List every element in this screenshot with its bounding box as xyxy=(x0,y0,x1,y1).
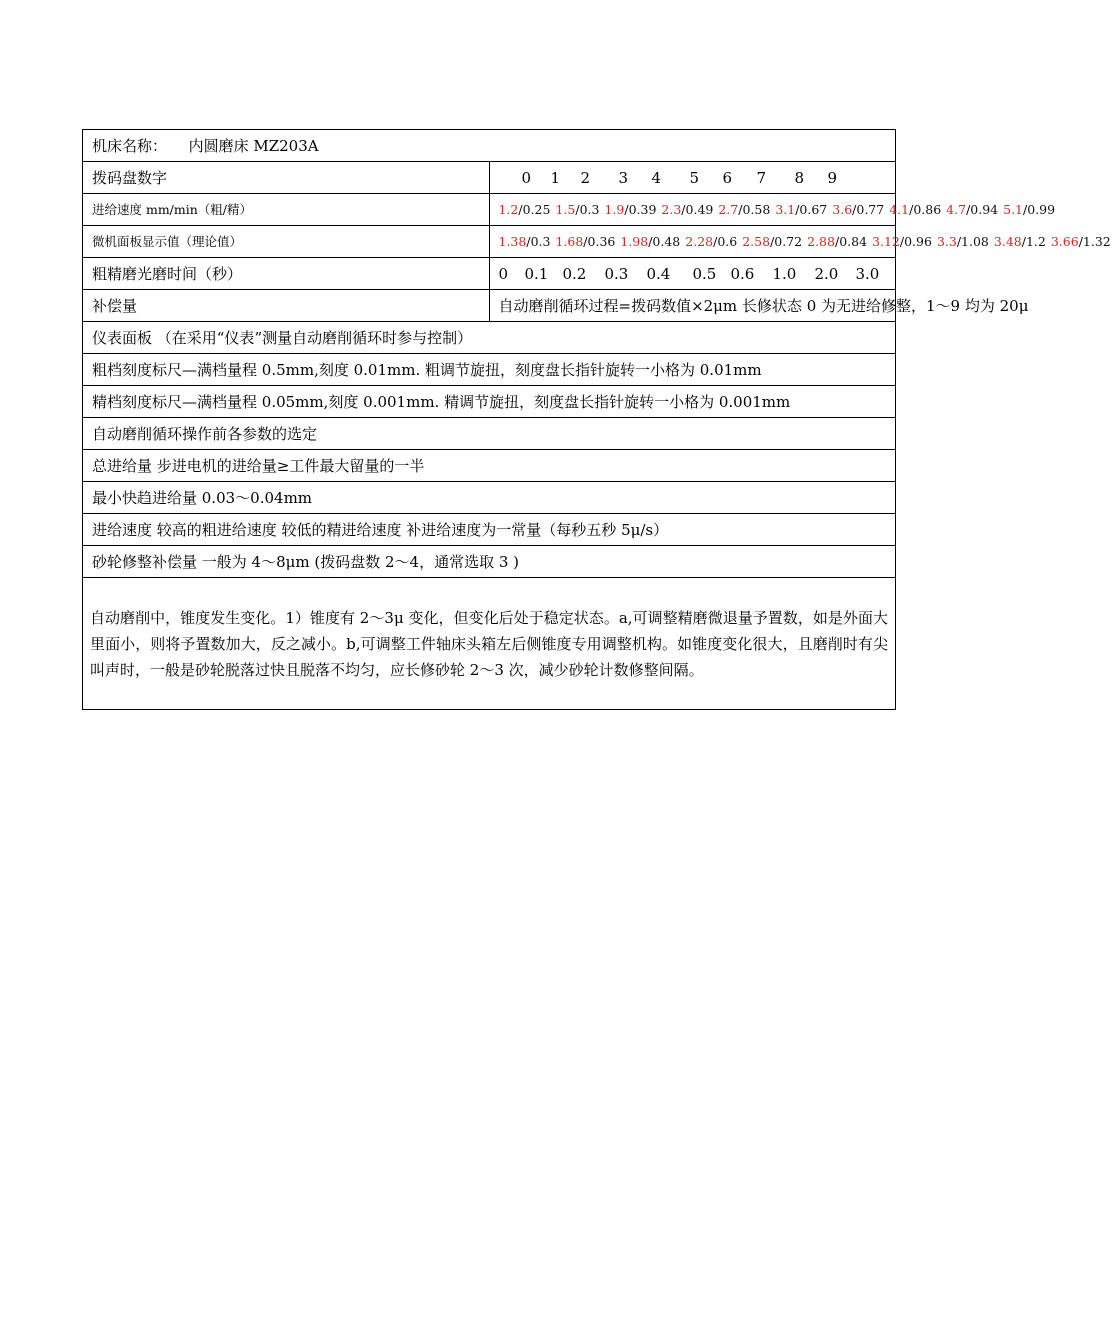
coarse-scale-text: 粗档刻度标尺—满档量程 0.5mm,刻度 0.01mm. 粗调节旋扭，刻度盘长指针旋转一小格为 0.01mm xyxy=(83,354,896,386)
panel-display-separator: / xyxy=(526,233,531,249)
panel-display-values xyxy=(489,226,1111,258)
feed-speed-separator: / xyxy=(518,201,523,217)
polish-time-label: 粗精磨光磨时间（秒） xyxy=(83,258,490,290)
dial-digit: 8 xyxy=(794,168,805,187)
panel-display-separator: / xyxy=(713,233,718,249)
feed-speed-rough-value: 1.9 xyxy=(604,201,625,217)
panel-display-pair xyxy=(1051,234,1111,249)
panel-display-separator: / xyxy=(648,233,653,249)
dial-digit: 0 xyxy=(521,168,532,187)
feed-speed-separator: / xyxy=(575,201,580,217)
feed-speed-separator: / xyxy=(738,201,743,217)
dial-label: 拨码盘数字 xyxy=(83,162,490,194)
panel-display-rough-value: 3.48 xyxy=(993,233,1022,249)
feed-speed-pair xyxy=(889,202,941,217)
feed-speed-rough-value: 3.6 xyxy=(832,201,853,217)
dial-row xyxy=(83,162,896,194)
panel-display-rough-value: 3.12 xyxy=(872,233,900,249)
panel-display-fine-value: 0.3 xyxy=(530,233,551,249)
feed-speed-rough-value: 5.1 xyxy=(1003,201,1024,217)
info-row xyxy=(83,514,896,546)
panel-display-pair xyxy=(685,234,737,249)
min-rapid-feed-text: 最小快趋进给量 0.03～0.04mm xyxy=(83,482,896,514)
panel-display-pair xyxy=(499,234,551,249)
feed-speed-fine-value: 0.99 xyxy=(1027,201,1056,217)
polish-time-value: 0 xyxy=(498,264,509,283)
panel-display-separator: / xyxy=(1021,233,1026,249)
panel-display-rough-value: 2.88 xyxy=(807,233,835,249)
panel-display-separator: / xyxy=(583,233,588,249)
panel-display-separator: / xyxy=(956,233,962,249)
fine-scale-text: 精档刻度标尺—满档量程 0.05mm,刻度 0.001mm. 精调节旋扭，刻度盘长指针旋转一小格为 0.001mm xyxy=(83,386,896,418)
taper-note: 自动磨削中，锥度发生变化。1）锥度有 2～3μ 变化，但变化后处于稳定状态。a,可调整精磨微退量予置数，如是外面大里面小，则将予置数加大，反之减小。b,可调整工件轴床头箱左后侧锥度专用调整机构。如锥度变化很大，且磨削时有尖叫声时，一般是砂轮脱落过快且脱落不均匀，应长修砂轮 2～3 次，减少砂轮计数修整间隔。 xyxy=(83,578,896,710)
panel-display-separator: / xyxy=(1078,233,1083,249)
feed-speed-label: 进给速度 mm/min（粗/精） xyxy=(83,194,490,226)
machine-name-cell xyxy=(83,130,896,162)
feed-speed-fine-value: 0.58 xyxy=(742,201,771,217)
panel-display-rough-value: 1.68 xyxy=(555,233,584,249)
feed-speed-fine-value: 0.49 xyxy=(685,201,714,217)
compensation-label: 补偿量 xyxy=(83,290,490,322)
dial-digit: 2 xyxy=(580,168,591,187)
info-row xyxy=(83,354,896,386)
feed-speed-values xyxy=(489,194,1056,226)
panel-display-separator: / xyxy=(834,233,840,249)
info-row xyxy=(83,322,896,354)
panel-display-pair xyxy=(937,234,989,249)
panel-display-label: 微机面板显示值（理论值） xyxy=(83,226,490,258)
polish-time-values xyxy=(489,258,896,290)
polish-time-value: 1.0 xyxy=(772,264,797,283)
parameter-table xyxy=(82,129,1111,710)
panel-display-fine-value: 1.08 xyxy=(961,233,989,249)
feed-speed-separator: / xyxy=(795,201,800,217)
panel-display-pair xyxy=(807,234,867,249)
feed-speed-fine-value: 0.86 xyxy=(913,201,942,217)
feed-speed-separator: / xyxy=(681,201,686,217)
polish-time-row xyxy=(83,258,896,290)
info-row xyxy=(83,482,896,514)
machine-parameter-sheet xyxy=(82,129,1111,710)
note-row xyxy=(83,578,896,710)
panel-display-pair xyxy=(994,234,1046,249)
panel-display-fine-value: 1.2 xyxy=(1025,233,1046,249)
dial-digits xyxy=(499,168,887,188)
dial-digit: 9 xyxy=(827,168,838,187)
feed-speed-rough-value: 4.7 xyxy=(946,201,967,217)
polish-time-list xyxy=(499,264,887,284)
panel-display-fine-value: 0.6 xyxy=(717,233,738,249)
feed-speed-separator: / xyxy=(852,201,857,217)
feed-speed-pair xyxy=(832,202,884,217)
panel-display-rough-value: 3.66 xyxy=(1050,233,1079,249)
feed-speed-fine-value: 0.39 xyxy=(628,201,657,217)
compensation-row xyxy=(83,290,896,322)
panel-display-fine-value: 0.48 xyxy=(652,233,681,249)
instrument-panel-text: 仪表面板 （在采用“仪表”测量自动磨削循环时参与控制） xyxy=(83,322,896,354)
machine-name-value: 内圆磨床 MZ203A xyxy=(188,136,319,155)
panel-display-pair xyxy=(872,234,932,249)
panel-display-pair xyxy=(555,234,615,249)
feed-speed-text: 进给速度 较高的粗进给速度 较低的精进给速度 补进给速度为一常量（每秒五秒 5μ/s） xyxy=(83,514,896,546)
panel-display-rough-value: 2.58 xyxy=(742,233,771,249)
feed-speed-row xyxy=(83,194,896,226)
feed-speed-rough-value: 2.7 xyxy=(718,201,739,217)
feed-speed-pair xyxy=(499,202,551,217)
panel-display-fine-value: 0.84 xyxy=(839,233,868,249)
polish-time-value: 3.0 xyxy=(855,264,880,283)
machine-name-row xyxy=(83,130,896,162)
panel-display-row xyxy=(83,226,896,258)
feed-speed-pair xyxy=(604,202,656,217)
polish-time-value: 0.6 xyxy=(730,264,755,283)
info-row xyxy=(83,418,896,450)
panel-display-fine-value: 0.36 xyxy=(587,233,616,249)
feed-speed-pair xyxy=(775,202,827,217)
panel-display-separator: / xyxy=(899,233,905,249)
feed-speed-separator: / xyxy=(624,201,629,217)
feed-speed-pair xyxy=(1003,202,1055,217)
polish-time-value: 0.5 xyxy=(692,264,717,283)
dial-digit: 6 xyxy=(722,168,733,187)
feed-speed-pair xyxy=(555,202,599,217)
info-row xyxy=(83,386,896,418)
info-row xyxy=(83,450,896,482)
feed-speed-fine-value: 0.77 xyxy=(856,201,885,217)
dial-digit: 3 xyxy=(618,168,629,187)
parameter-selection-heading: 自动磨削循环操作前各参数的选定 xyxy=(83,418,896,450)
feed-speed-rough-value: 1.2 xyxy=(498,201,519,217)
feed-speed-fine-value: 0.25 xyxy=(522,201,551,217)
panel-display-rough-value: 3.3 xyxy=(936,233,957,249)
feed-speed-fine-value: 0.94 xyxy=(970,201,999,217)
panel-display-fine-value: 0.96 xyxy=(904,233,932,249)
feed-speed-pair xyxy=(661,202,713,217)
panel-display-fine-value: 0.72 xyxy=(774,233,803,249)
polish-time-value: 0.1 xyxy=(524,264,549,283)
dial-digits-cell xyxy=(489,162,896,194)
polish-time-value: 0.4 xyxy=(646,264,671,283)
dial-digit: 4 xyxy=(651,168,662,187)
feed-speed-pair xyxy=(718,202,770,217)
feed-speed-separator: / xyxy=(909,201,914,217)
panel-display-rough-value: 2.28 xyxy=(685,233,714,249)
feed-speed-fine-value: 0.3 xyxy=(579,201,600,217)
polish-time-value: 0.2 xyxy=(562,264,587,283)
compensation-text: 自动磨削循环过程=拨码数值×2μm 长修状态 0 为无进给修整，1～9 均为 20μ xyxy=(489,290,896,322)
feed-speed-separator: / xyxy=(966,201,971,217)
wheel-compensation-text: 砂轮修整补偿量 一般为 4～8μm (拨码盘数 2～4，通常选取 3 ) xyxy=(83,546,896,578)
dial-digit: 7 xyxy=(756,168,767,187)
panel-display-rough-value: 1.98 xyxy=(620,233,649,249)
info-row xyxy=(83,546,896,578)
panel-display-separator: / xyxy=(770,233,775,249)
panel-display-fine-value: 1.32 xyxy=(1082,233,1111,249)
dial-digit: 5 xyxy=(689,168,700,187)
panel-display-pair xyxy=(742,234,802,249)
total-feed-text: 总进给量 步进电机的进给量≥工件最大留量的一半 xyxy=(83,450,896,482)
polish-time-value: 0.3 xyxy=(604,264,629,283)
feed-speed-rough-value: 1.5 xyxy=(555,201,576,217)
panel-display-rough-value: 1.38 xyxy=(498,233,527,249)
feed-speed-separator: / xyxy=(1023,201,1028,217)
machine-name-label: 机床名称： xyxy=(92,136,168,155)
dial-digit: 1 xyxy=(550,168,561,187)
feed-speed-pair xyxy=(946,202,998,217)
panel-display-pair xyxy=(620,234,680,249)
feed-speed-rough-value: 3.1 xyxy=(775,201,796,217)
feed-speed-rough-value: 2.3 xyxy=(661,201,682,217)
feed-speed-fine-value: 0.67 xyxy=(799,201,828,217)
feed-speed-rough-value: 4.1 xyxy=(889,201,910,217)
polish-time-value: 2.0 xyxy=(814,264,839,283)
